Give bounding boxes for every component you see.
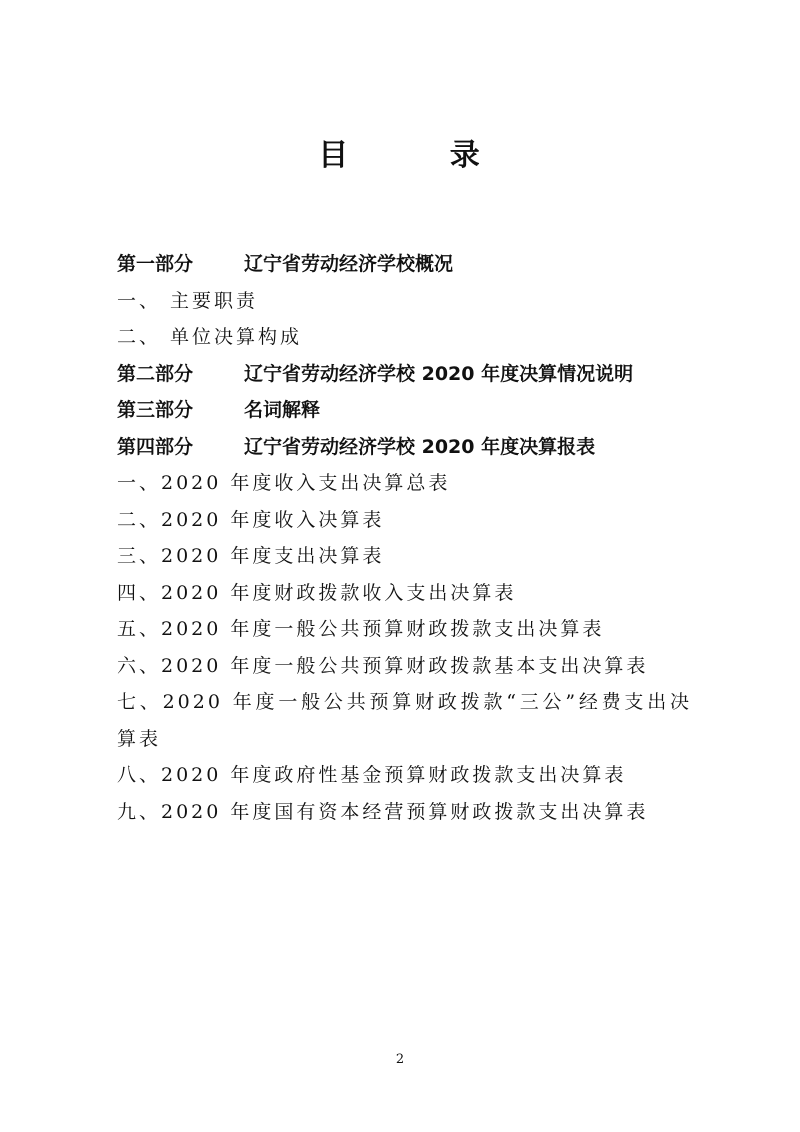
toc-item[interactable]: 三、2020 年度支出决算表 <box>117 545 385 567</box>
toc-item[interactable]: 六、2020 年度一般公共预算财政拨款基本支出决算表 <box>117 654 649 677</box>
page-number: 2 <box>395 1052 405 1067</box>
toc-item[interactable]: 二、2020 年度收入决算表 <box>117 508 385 531</box>
toc-part-label: 第一部分 <box>117 253 194 275</box>
toc-part-text: 辽宁省劳动经济学校概况 <box>244 253 454 275</box>
toc-part-label: 第三部分 <box>117 399 194 421</box>
toc-part-text: 辽宁省劳动经济学校 2020 年度决算报表 <box>244 435 596 458</box>
toc-part-2[interactable] <box>117 356 692 393</box>
table-of-contents <box>117 246 692 830</box>
page-title: 目 录 <box>318 138 482 173</box>
toc-item[interactable]: 四、2020 年度财政拨款收入支出决算表 <box>117 581 517 604</box>
toc-item[interactable]: 八、2020 年度政府性基金预算财政拨款支出决算表 <box>117 764 627 786</box>
toc-part-1[interactable] <box>117 246 692 283</box>
toc-part-4[interactable] <box>117 429 692 466</box>
toc-item[interactable]: 一、 主要职责 <box>117 289 259 312</box>
toc-item[interactable]: 一、2020 年度收入支出决算总表 <box>117 472 451 494</box>
toc-item[interactable]: 五、2020 年度一般公共预算财政拨款支出决算表 <box>117 618 605 640</box>
toc-part-label: 第二部分 <box>117 362 194 385</box>
toc-part-3[interactable] <box>117 392 692 429</box>
toc-part-text: 辽宁省劳动经济学校 2020 年度决算情况说明 <box>244 362 634 385</box>
toc-item[interactable]: 九、2020 年度国有资本经营预算财政拨款支出决算表 <box>117 800 649 823</box>
toc-part-text: 名词解释 <box>244 399 321 421</box>
toc-part-label: 第四部分 <box>117 435 194 458</box>
toc-item[interactable]: 七、2020 年度一般公共预算财政拨款“三公”经费支出决算表 <box>117 691 692 750</box>
toc-item[interactable]: 二、 单位决算构成 <box>117 326 303 348</box>
